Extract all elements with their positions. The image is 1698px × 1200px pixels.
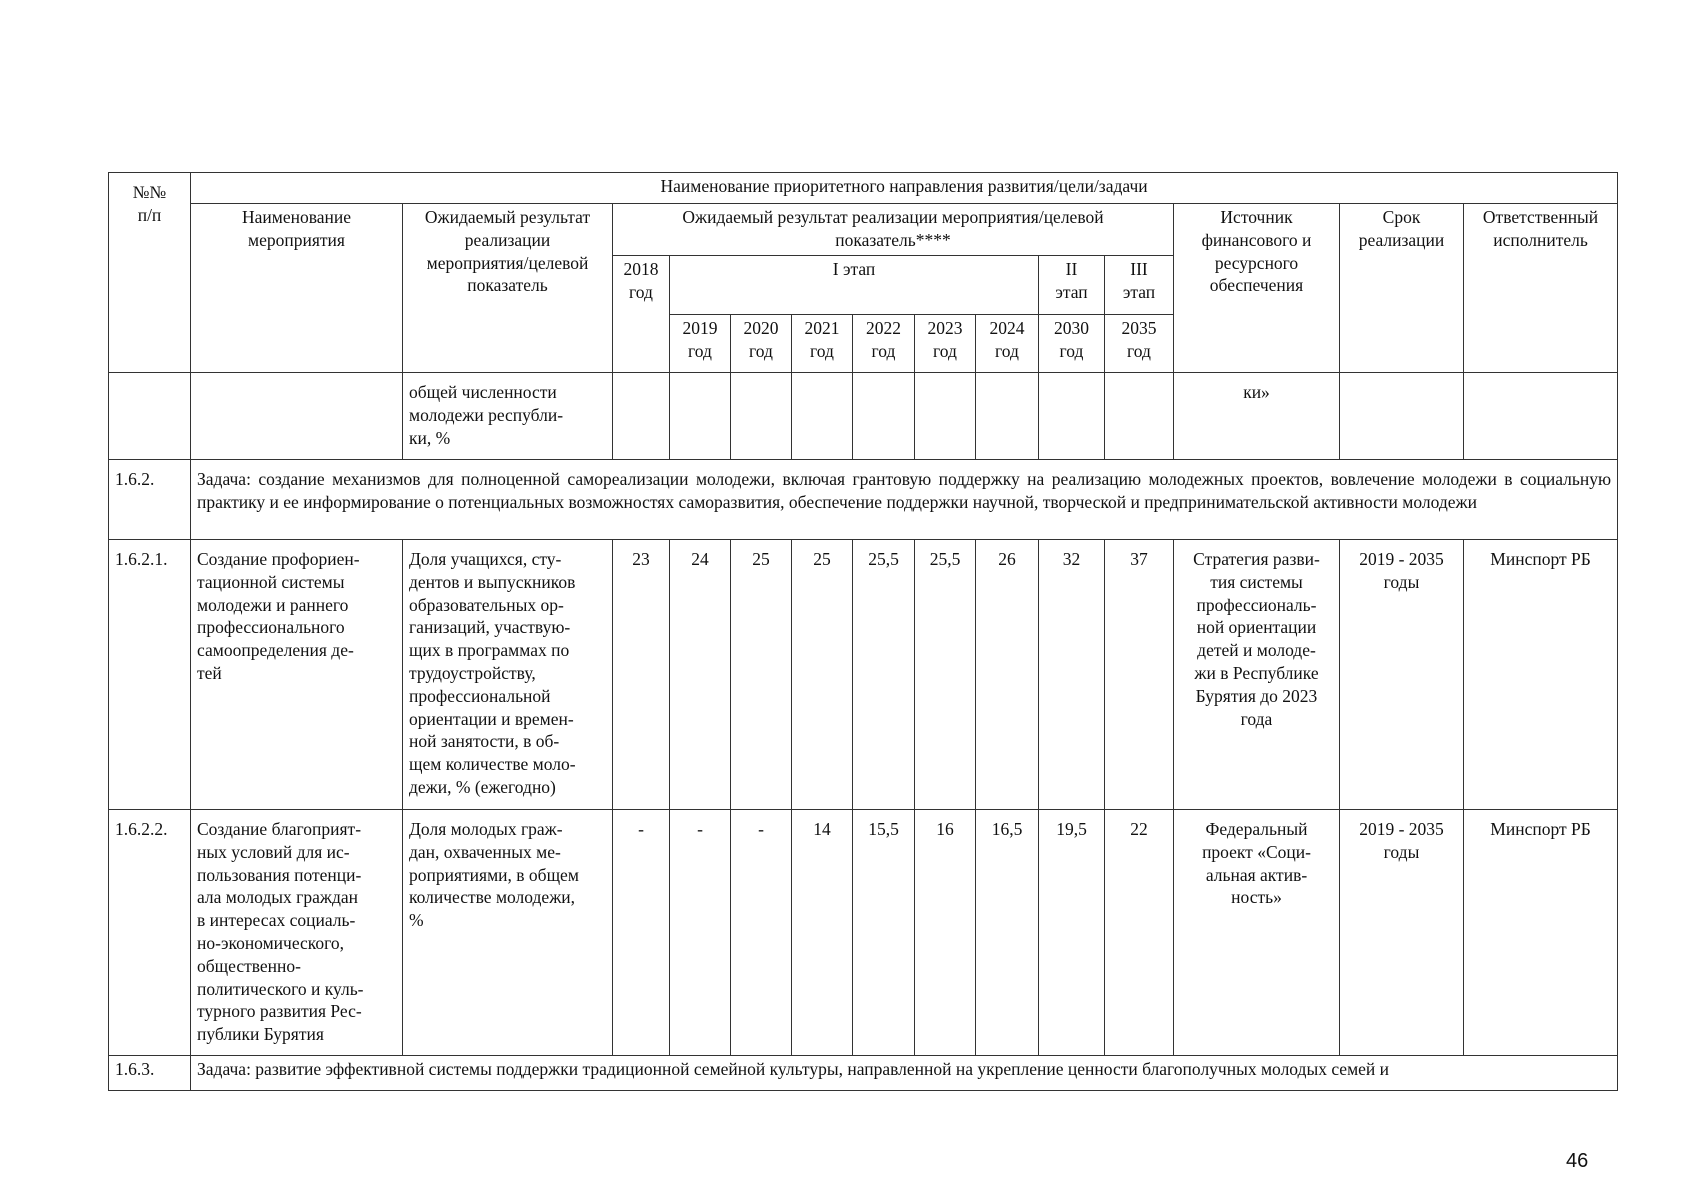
task-row bbox=[109, 460, 1618, 540]
value-2021: 25 bbox=[792, 540, 853, 810]
task-text: Задача: создание механизмов для полноценной самореализации молодежи, включая грантовую поддержку на реализацию молодежных проектов, вовлечение молодежи в социальную практику и ее информирование о потенциальных возможностях саморазвития, обеспечение поддержки научной, творческой и предпринимательской активности молодежи bbox=[191, 460, 1618, 540]
funding-source: Стратегия разви- тия системы профессиональ- ной ориентации детей и молоде- жи в Республике Бурятия до 2023 года bbox=[1174, 540, 1340, 810]
page-number: 46 bbox=[1566, 1150, 1589, 1172]
header-stage-3: III этап bbox=[1105, 256, 1174, 315]
header-year: 2030 год bbox=[1039, 315, 1105, 373]
header-funding-source: Источник финансового и ресурсного обеспечения bbox=[1174, 204, 1340, 373]
continuation-row bbox=[109, 373, 1618, 460]
table-row bbox=[109, 540, 1618, 810]
header-responsible: Ответственный исполнитель bbox=[1464, 204, 1618, 373]
table-cell bbox=[1039, 373, 1105, 460]
header-event-name: Наименование мероприятия bbox=[191, 204, 403, 373]
table-cell bbox=[731, 373, 792, 460]
event-name: Создание благоприят- ных условий для ис- пользования потенци- ала молодых граждан в интересах социаль- но-экономического, общественно- политического и куль- турного развития Рес- публики Бурятия bbox=[191, 810, 403, 1056]
value-2023: 25,5 bbox=[915, 540, 976, 810]
value-2022: 25,5 bbox=[853, 540, 915, 810]
header-year: 2024 год bbox=[976, 315, 1039, 373]
header-row-2 bbox=[109, 204, 1618, 256]
header-stage-1: I этап bbox=[670, 256, 1039, 315]
header-year: 2020 год bbox=[731, 315, 792, 373]
header-year-2018: 2018 год bbox=[613, 256, 670, 373]
event-indicator: Доля молодых граж- дан, охваченных ме- роприятиями, в общем количестве молодежи, % bbox=[403, 810, 613, 1056]
table-cell bbox=[976, 373, 1039, 460]
row-number: 1.6.2.2. bbox=[109, 810, 191, 1056]
value-2020: 25 bbox=[731, 540, 792, 810]
continuation-source: ки» bbox=[1174, 373, 1340, 460]
value-2021: 14 bbox=[792, 810, 853, 1056]
table-cell bbox=[792, 373, 853, 460]
table-cell bbox=[613, 373, 670, 460]
funding-source: Федеральный проект «Соци- альная актив- ность» bbox=[1174, 810, 1340, 1056]
table-cell bbox=[670, 373, 731, 460]
responsible-executor: Минспорт РБ bbox=[1464, 540, 1618, 810]
header-year: 2022 год bbox=[853, 315, 915, 373]
table-row bbox=[109, 810, 1618, 1056]
header-year: 2035 год bbox=[1105, 315, 1174, 373]
development-plan-table bbox=[108, 172, 1618, 1091]
value-2020: - bbox=[731, 810, 792, 1056]
header-num: №№ п/п bbox=[109, 173, 191, 373]
value-2019: 24 bbox=[670, 540, 731, 810]
implementation-term: 2019 - 2035 годы bbox=[1340, 810, 1464, 1056]
value-2023: 16 bbox=[915, 810, 976, 1056]
header-direction-title: Наименование приоритетного направления развития/цели/задачи bbox=[191, 173, 1618, 204]
continuation-indicator: общей численности молодежи республи- ки, % bbox=[403, 373, 613, 460]
table-cell bbox=[853, 373, 915, 460]
table-cell bbox=[191, 373, 403, 460]
task-number: 1.6.2. bbox=[109, 460, 191, 540]
value-2022: 15,5 bbox=[853, 810, 915, 1056]
row-number: 1.6.2.1. bbox=[109, 540, 191, 810]
task-text: Задача: развитие эффективной системы поддержки традиционной семейной культуры, направленной на укрепление ценности благополучных молодых семей и bbox=[191, 1056, 1618, 1091]
table-cell bbox=[1340, 373, 1464, 460]
header-stage-2: II этап bbox=[1039, 256, 1105, 315]
header-year: 2021 год bbox=[792, 315, 853, 373]
value-2024: 26 bbox=[976, 540, 1039, 810]
value-2035: 37 bbox=[1105, 540, 1174, 810]
header-expected-result-group: Ожидаемый результат реализации мероприятия/целевой показатель**** bbox=[613, 204, 1174, 256]
value-2035: 22 bbox=[1105, 810, 1174, 1056]
value-2018: - bbox=[613, 810, 670, 1056]
value-2018: 23 bbox=[613, 540, 670, 810]
value-2030: 32 bbox=[1039, 540, 1105, 810]
value-2030: 19,5 bbox=[1039, 810, 1105, 1056]
header-year: 2019 год bbox=[670, 315, 731, 373]
event-indicator: Доля учащихся, сту- дентов и выпускников образовательных ор- ганизаций, участвую- щих в программах по трудоустройству, профессиональной ориентации и времен- ной занятости, в об- щем количестве моло- дежи, % (ежегодно) bbox=[403, 540, 613, 810]
header-row-1 bbox=[109, 173, 1618, 204]
header-year: 2023 год bbox=[915, 315, 976, 373]
table-cell bbox=[1464, 373, 1618, 460]
table-cell bbox=[1105, 373, 1174, 460]
header-term: Срок реализации bbox=[1340, 204, 1464, 373]
event-name: Создание профориен- тационной системы молодежи и раннего профессионального самоопределения де- тей bbox=[191, 540, 403, 810]
table-cell bbox=[915, 373, 976, 460]
responsible-executor: Минспорт РБ bbox=[1464, 810, 1618, 1056]
table-cell bbox=[109, 373, 191, 460]
value-2024: 16,5 bbox=[976, 810, 1039, 1056]
header-expected-result: Ожидаемый результат реализации мероприятия/целевой показатель bbox=[403, 204, 613, 373]
task-number: 1.6.3. bbox=[109, 1056, 191, 1091]
value-2019: - bbox=[670, 810, 731, 1056]
task-row bbox=[109, 1056, 1618, 1091]
implementation-term: 2019 - 2035 годы bbox=[1340, 540, 1464, 810]
